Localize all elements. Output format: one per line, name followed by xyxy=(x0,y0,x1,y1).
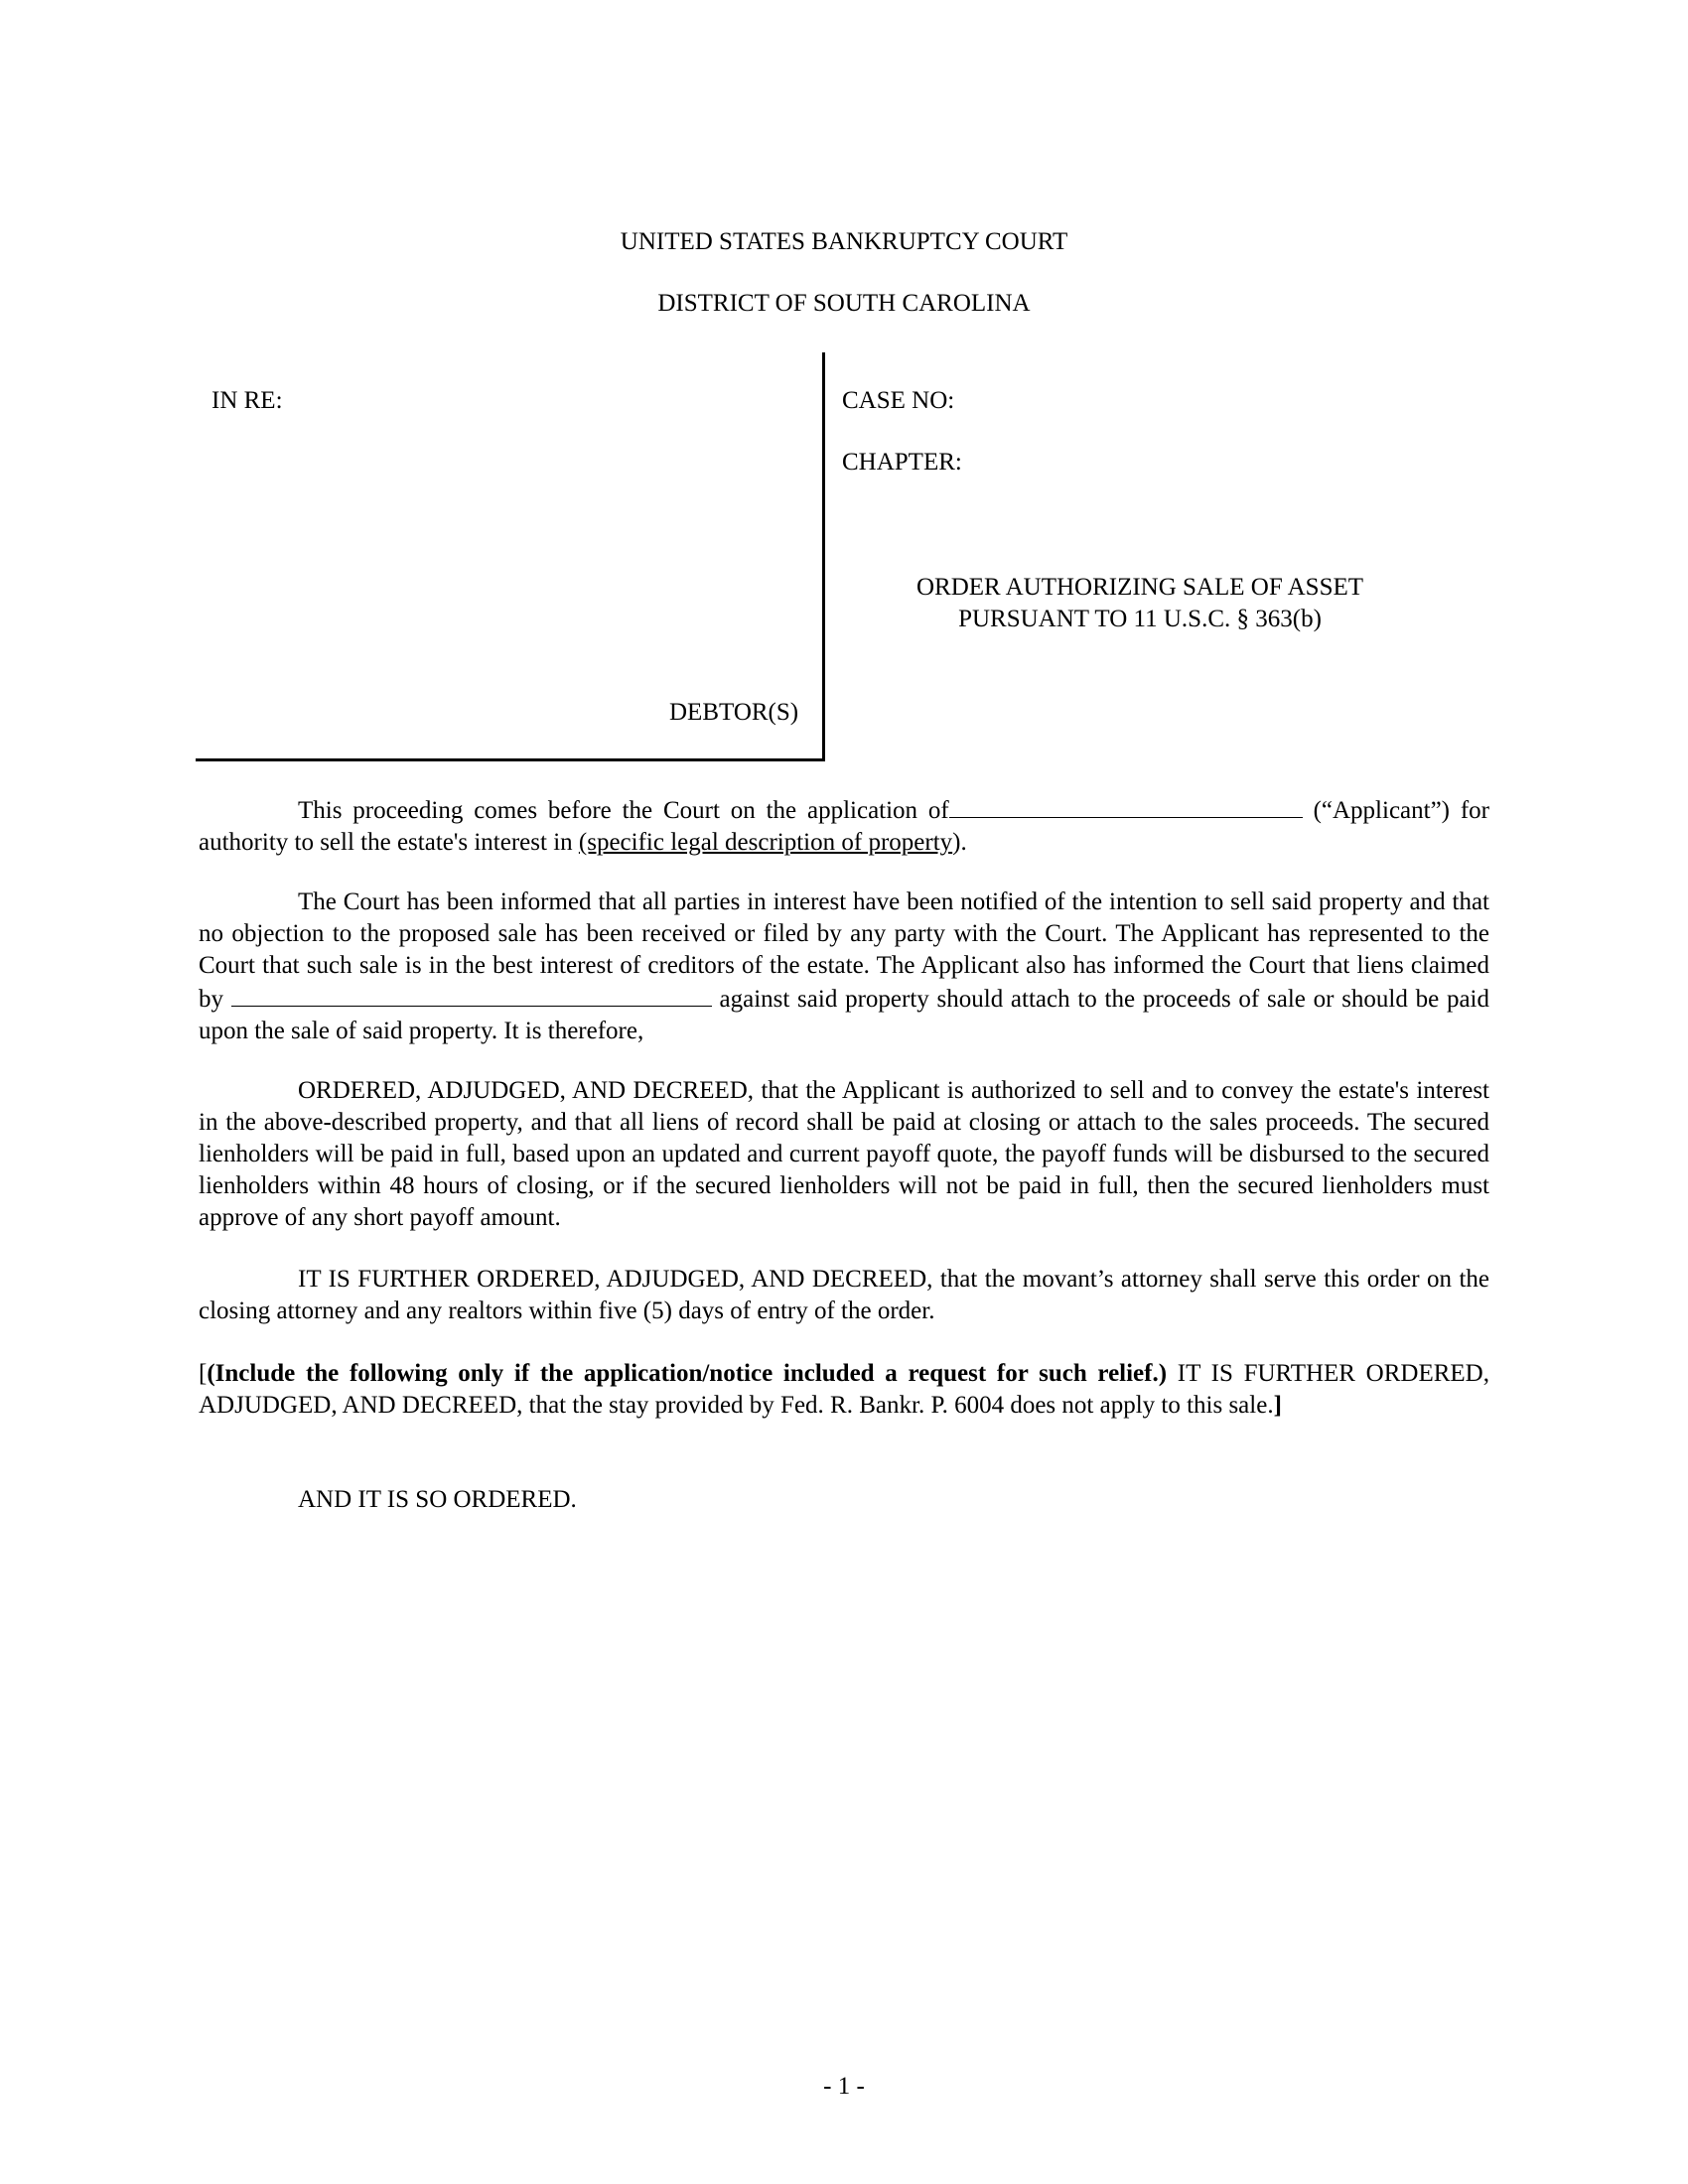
caption-vertical-divider xyxy=(822,352,825,761)
caption-horizontal-divider xyxy=(196,758,825,761)
property-description-placeholder: (specific legal description of property xyxy=(578,829,953,856)
chapter-label: CHAPTER: xyxy=(842,449,962,476)
district-name: DISTRICT OF SOUTH CAROLINA xyxy=(657,290,1031,317)
paragraph-notice xyxy=(199,887,1489,1047)
in-re-label: IN RE: xyxy=(211,387,283,414)
paragraph-application xyxy=(199,793,1489,859)
paragraph-application-text-3: ). xyxy=(952,829,967,856)
case-number-label: CASE NO: xyxy=(842,387,955,414)
paragraph-notice-text-1: The Court has been informed that all parties in interest have been notified of the intention to sell said property and that no objection to the proposed sale has been received or filed by any party with the Court. The Applicant has represented to the Court that such sale is in the best interest of creditors of the estate. The Applicant also has informed the Court that liens claimed by xyxy=(199,888,1489,1013)
paragraph-application-text-1: This proceeding comes before the Court on the application of xyxy=(298,797,949,824)
court-name: UNITED STATES BANKRUPTCY COURT xyxy=(620,228,1068,255)
paragraph-further-ordered: IT IS FURTHER ORDERED, ADJUDGED, AND DECREED, that the movant’s attorney shall serve this order on the closing attorney and any realtors within five (5) days of entry of the order. xyxy=(199,1266,1489,1324)
order-title-line-2: PURSUANT TO 11 U.S.C. § 363(b) xyxy=(958,606,1322,632)
paragraph-optional-relief xyxy=(199,1358,1489,1422)
optional-bracket-close: ] xyxy=(1273,1392,1282,1419)
applicant-name-blank[interactable] xyxy=(949,793,1303,818)
paragraph-ordered: ORDERED, ADJUDGED, AND DECREED, that the Applicant is authorized to sell and to convey the estate's interest in the above-described property, and that all liens of record shall be paid at closing or attach to the sales proceeds. The secured lienholders will be paid in full, based upon an updated and current payoff quote, the payoff funds will be disbursed to the secured lienholders within 48 hours of closing, or if the secured lienholders will not be paid in full, then the secured lienholders must approve of any short payoff amount. xyxy=(199,1077,1489,1231)
paragraph-application-text-2: (“Applicant”) for authority to sell the estate's interest in xyxy=(199,797,1489,856)
debtors-label: DEBTOR(S) xyxy=(669,699,799,726)
optional-bracket-open: [ xyxy=(199,1360,208,1387)
optional-relief-text: IT IS FURTHER ORDERED, ADJUDGED, AND DECREED, that the stay provided by Fed. R. Bankr. P. 6004 does not apply to this sale. xyxy=(199,1360,1489,1419)
paragraph-notice-text-2: against said property should attach to the proceeds of sale or should be paid upon the sale of said property. It is therefore, xyxy=(199,986,1489,1044)
order-title-line-1: ORDER AUTHORIZING SALE OF ASSET xyxy=(915,574,1364,601)
lienholder-name-blank[interactable] xyxy=(231,982,712,1007)
order-title xyxy=(842,572,1438,635)
page-number: - 1 - xyxy=(823,2073,865,2100)
paragraph-so-ordered: AND IT IS SO ORDERED. xyxy=(298,1486,577,1513)
optional-relief-instruction: (Include the following only if the application/notice included a request for such relief.) xyxy=(207,1360,1168,1387)
